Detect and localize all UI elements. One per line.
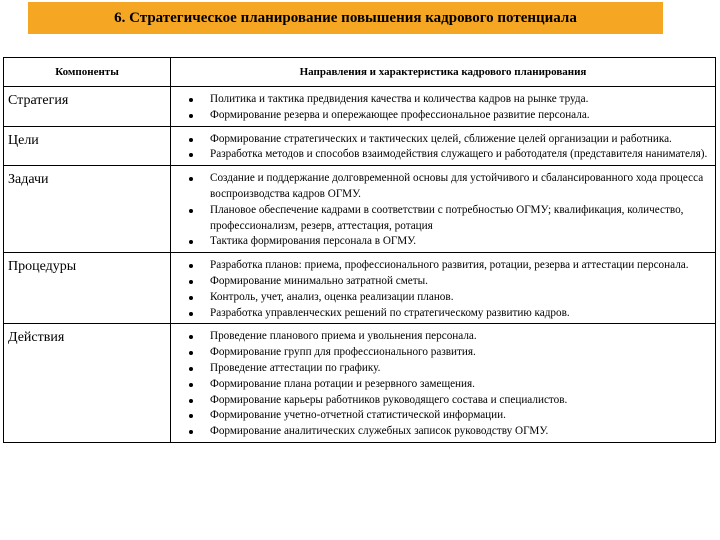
list-item-text: Формирование резерва и опережающее профессиональное развитие персонала. <box>210 108 590 121</box>
table-row <box>4 126 716 166</box>
bullet-icon <box>189 264 193 268</box>
component-name: Цели <box>4 126 171 166</box>
bullet-icon <box>189 138 193 142</box>
bullet-icon <box>189 296 193 300</box>
list-item <box>171 361 711 377</box>
list-item-text: Разработка управленческих решений по стратегическому развитию кадров. <box>210 306 570 319</box>
list-item-text: Формирование аналитических служебных записок руководству ОГМУ. <box>210 425 549 438</box>
list-item <box>171 424 711 440</box>
directions-cell <box>171 166 716 253</box>
directions-list <box>171 127 715 166</box>
page-title: 6. Стратегическое планирование повышения кадрового потенциала <box>114 9 577 26</box>
list-item-text: Формирование учетно-отчетной статистической информации. <box>210 409 506 422</box>
list-item <box>171 274 711 290</box>
planning-table <box>3 57 716 443</box>
list-item-text: Формирование стратегических и тактических целей, сближение целей организации и работника. <box>210 132 672 145</box>
list-item-text: Формирование карьеры работников руководящего состава и специалистов. <box>210 393 568 406</box>
list-item <box>171 171 711 203</box>
list-item-text: Формирование плана ротации и резервного замещения. <box>210 377 475 390</box>
bullet-icon <box>189 367 193 371</box>
list-item-text: Разработка планов: приема, профессионального развития, ротации, резерва и аттестации персонала. <box>210 259 689 272</box>
bullet-icon <box>189 312 193 316</box>
list-item <box>171 377 711 393</box>
table-row <box>4 87 716 127</box>
bullet-icon <box>189 430 193 434</box>
component-name: Процедуры <box>4 253 171 324</box>
component-name: Стратегия <box>4 87 171 127</box>
bullet-icon <box>189 280 193 284</box>
list-item-text: Формирование минимально затратной сметы. <box>210 274 428 287</box>
table-row <box>4 253 716 324</box>
component-name: Действия <box>4 324 171 443</box>
list-item <box>171 92 711 108</box>
list-item-text: Контроль, учет, анализ, оценка реализации планов. <box>210 290 454 303</box>
directions-cell <box>171 253 716 324</box>
directions-list <box>171 253 715 323</box>
list-item <box>171 408 711 424</box>
header-directions: Направления и характеристика кадрового планирования <box>171 58 716 87</box>
directions-list <box>171 87 715 126</box>
bullet-icon <box>189 209 193 213</box>
list-item <box>171 306 711 322</box>
bullet-icon <box>189 383 193 387</box>
bullet-icon <box>189 399 193 403</box>
list-item-text: Разработка методов и способов взаимодействия служащего и работодателя (представителя нанимателя). <box>210 148 708 161</box>
bullet-icon <box>189 177 193 181</box>
list-item <box>171 290 711 306</box>
list-item <box>171 345 711 361</box>
list-item <box>171 329 711 345</box>
list-item <box>171 393 711 409</box>
page-title-bar <box>28 2 663 34</box>
list-item-text: Тактика формирования персонала в ОГМУ. <box>210 235 417 248</box>
bullet-icon <box>189 114 193 118</box>
list-item-text: Проведение планового приема и увольнения персонала. <box>210 330 477 343</box>
table-row <box>4 324 716 443</box>
list-item <box>171 258 711 274</box>
directions-cell <box>171 87 716 127</box>
bullet-icon <box>189 240 193 244</box>
bullet-icon <box>189 153 193 157</box>
list-item-text: Политика и тактика предвидения качества и количества кадров на рынке труда. <box>210 93 589 105</box>
bullet-icon <box>189 98 193 102</box>
list-item-text: Создание и поддержание долговременной основы для устойчивого и сбалансированного хода процесса воспроизводства кадров ОГМУ. <box>210 172 704 200</box>
bullet-icon <box>189 351 193 355</box>
table-row <box>4 166 716 253</box>
directions-list <box>171 166 715 252</box>
directions-cell <box>171 324 716 443</box>
list-item-text: Плановое обеспечение кадрами в соответствии с потребностью ОГМУ; квалификация, количество, профессионализм, резерв, аттестация, ротация <box>210 203 684 232</box>
table-header-row <box>4 58 716 87</box>
component-name: Задачи <box>4 166 171 253</box>
list-item <box>171 108 711 124</box>
list-item <box>171 132 711 148</box>
list-item-text: Проведение аттестации по графику. <box>210 361 381 374</box>
list-item <box>171 203 711 235</box>
bullet-icon <box>189 335 193 339</box>
list-item-text: Формирование групп для профессионального развития. <box>210 346 476 359</box>
directions-list <box>171 324 715 442</box>
directions-cell <box>171 126 716 166</box>
header-components: Компоненты <box>4 58 171 87</box>
bullet-icon <box>189 414 193 418</box>
list-item <box>171 234 711 250</box>
list-item <box>171 147 711 163</box>
